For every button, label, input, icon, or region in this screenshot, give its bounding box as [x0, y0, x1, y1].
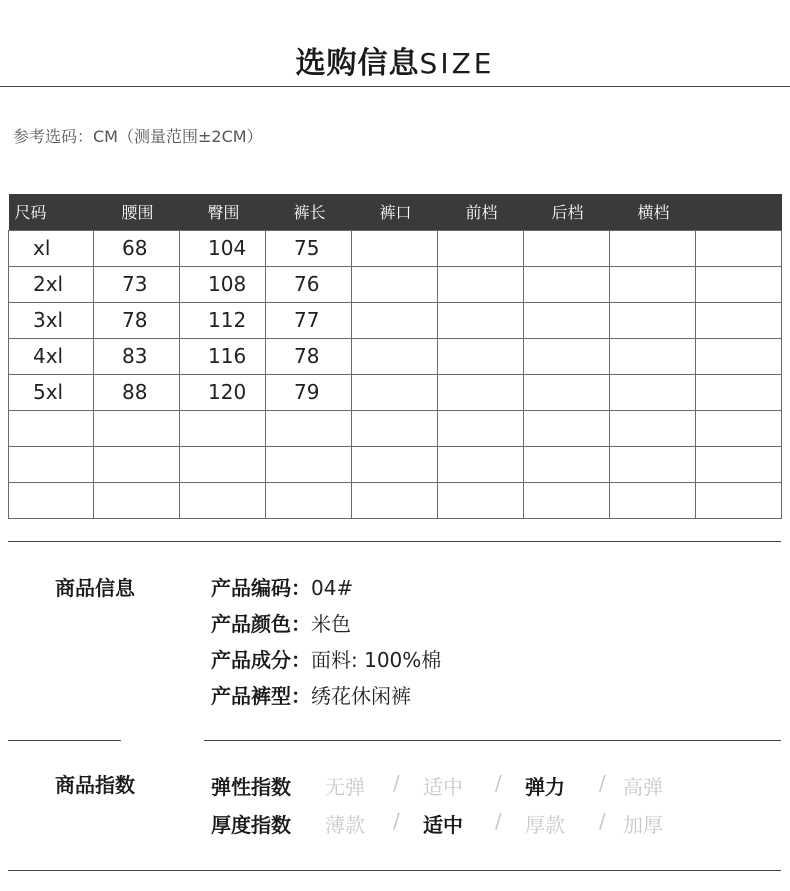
size-table-header-cell: 后档: [524, 194, 610, 230]
table-cell: 5xl: [9, 374, 94, 410]
table-cell: [610, 482, 696, 518]
size-table-header-cell: 裤长: [266, 194, 352, 230]
table-cell: [610, 374, 696, 410]
table-cell: [266, 446, 352, 482]
size-table-header-cell: 腰围: [94, 194, 180, 230]
table-cell: xl: [9, 230, 94, 266]
table-cell: [352, 338, 438, 374]
title-divider: [0, 86, 790, 87]
product-index-label: 商品指数: [55, 773, 135, 797]
index-option-selected: 适中: [423, 813, 463, 837]
table-row: [9, 302, 782, 338]
table-cell: 2xl: [9, 266, 94, 302]
table-cell: 112: [180, 302, 266, 338]
table-cell: 78: [266, 338, 352, 374]
table-cell: [352, 446, 438, 482]
size-table-header-cell: 臀围: [180, 194, 266, 230]
size-table-header-cell: 横档: [610, 194, 696, 230]
table-cell: [438, 482, 524, 518]
product-info-value: 04#: [311, 576, 354, 600]
table-row: [9, 410, 782, 446]
table-cell: 116: [180, 338, 266, 374]
table-cell: [352, 302, 438, 338]
bottom-divider: [8, 870, 781, 871]
table-cell: [438, 266, 524, 302]
table-row: [9, 374, 782, 410]
table-cell: [352, 410, 438, 446]
table-cell: [266, 482, 352, 518]
page-title: [0, 38, 790, 82]
table-cell: [524, 410, 610, 446]
table-cell: [610, 446, 696, 482]
table-cell: [266, 410, 352, 446]
table-cell: [180, 446, 266, 482]
table-cell: [610, 302, 696, 338]
page-title-en: SIZE: [419, 47, 495, 80]
table-cell: [524, 446, 610, 482]
table-cell: [524, 266, 610, 302]
table-cell: [610, 410, 696, 446]
table-cell: [696, 410, 782, 446]
table-cell: 4xl: [9, 338, 94, 374]
size-table-header-cell: [696, 194, 782, 230]
table-cell: [352, 266, 438, 302]
size-table-header-cell: 尺码: [9, 194, 94, 230]
table-cell: [696, 302, 782, 338]
table-cell: [524, 230, 610, 266]
product-info-key: 产品成分：: [211, 648, 311, 672]
table-cell: [696, 338, 782, 374]
product-info-row: [211, 680, 411, 709]
product-info-value: 绣花休闲裤: [311, 684, 411, 708]
index-separator: /: [599, 771, 606, 795]
index-separator: /: [393, 771, 400, 795]
table-cell: 104: [180, 230, 266, 266]
table-cell: [696, 230, 782, 266]
size-table: [8, 194, 782, 519]
table-cell: [9, 446, 94, 482]
table-cell: [438, 338, 524, 374]
table-cell: [180, 410, 266, 446]
index-option: 无弹: [325, 775, 365, 799]
table-cell: 108: [180, 266, 266, 302]
product-info-row: [211, 572, 353, 601]
table-row: [9, 266, 782, 302]
table-cell: [352, 230, 438, 266]
section-divider-index-left: [8, 740, 121, 741]
table-cell: [524, 482, 610, 518]
size-table-header-cell: 前档: [438, 194, 524, 230]
size-table-header: [9, 194, 782, 230]
page-title-cn: 选购信息: [295, 46, 420, 81]
table-row: [9, 482, 782, 518]
table-cell: [610, 266, 696, 302]
table-cell: [94, 410, 180, 446]
index-separator: /: [495, 771, 502, 795]
table-cell: [9, 410, 94, 446]
table-cell: 79: [266, 374, 352, 410]
table-cell: [94, 446, 180, 482]
table-row: [9, 446, 782, 482]
index-option: 高弹: [623, 775, 663, 799]
index-option: 加厚: [623, 813, 663, 837]
table-cell: 76: [266, 266, 352, 302]
size-table-header-cell: 裤口: [352, 194, 438, 230]
table-cell: 77: [266, 302, 352, 338]
table-cell: [438, 446, 524, 482]
table-cell: [94, 482, 180, 518]
index-option-selected: 弹力: [525, 775, 565, 799]
product-info-row: [211, 644, 441, 673]
product-info-value: 面料: 100%棉: [311, 648, 442, 672]
table-cell: 73: [94, 266, 180, 302]
index-separator: /: [393, 809, 400, 833]
table-cell: 78: [94, 302, 180, 338]
table-cell: [438, 302, 524, 338]
table-cell: [524, 338, 610, 374]
product-index-key: 厚度指数: [211, 813, 291, 837]
table-cell: 3xl: [9, 302, 94, 338]
index-option: 厚款: [525, 813, 565, 837]
index-separator: /: [599, 809, 606, 833]
table-row: [9, 338, 782, 374]
table-cell: 83: [94, 338, 180, 374]
product-info-key: 产品编码：: [211, 576, 311, 600]
product-info-key: 产品颜色：: [211, 612, 311, 636]
table-cell: [610, 230, 696, 266]
table-cell: [610, 338, 696, 374]
table-cell: [438, 374, 524, 410]
table-cell: [180, 482, 266, 518]
table-cell: [696, 446, 782, 482]
table-cell: [352, 482, 438, 518]
table-row: [9, 230, 782, 266]
table-cell: 68: [94, 230, 180, 266]
index-separator: /: [495, 809, 502, 833]
table-cell: [352, 374, 438, 410]
table-cell: [696, 374, 782, 410]
table-cell: 88: [94, 374, 180, 410]
table-cell: 120: [180, 374, 266, 410]
table-cell: [696, 266, 782, 302]
section-divider-info: [8, 541, 781, 542]
table-cell: [438, 410, 524, 446]
section-divider-index-right: [204, 740, 781, 741]
table-cell: 75: [266, 230, 352, 266]
index-option: 薄款: [325, 813, 365, 837]
table-cell: [9, 482, 94, 518]
product-info-value: 米色: [311, 612, 351, 636]
product-info-key: 产品裤型：: [211, 684, 311, 708]
size-reference-note: 参考选码：CM（测量范围±2CM）: [13, 127, 263, 146]
product-info-row: [211, 608, 351, 637]
product-index-key: 弹性指数: [211, 775, 291, 799]
index-option: 适中: [423, 775, 463, 799]
table-cell: [696, 482, 782, 518]
product-info-label: 商品信息: [55, 576, 135, 600]
table-cell: [524, 374, 610, 410]
table-cell: [438, 230, 524, 266]
table-cell: [524, 302, 610, 338]
